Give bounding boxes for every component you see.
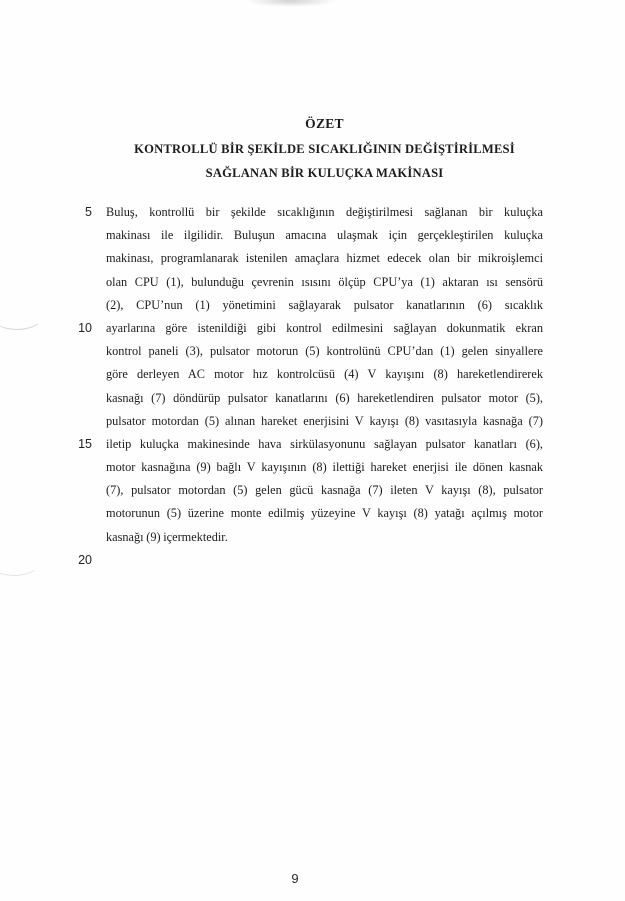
line-number: 10 [78, 320, 92, 335]
line-number [0, 479, 92, 502]
line-number [0, 502, 92, 525]
body-line-text: (2), CPU’nun (1) yönetimini sağlayarak pulsator kanatlarının (6) sıcaklık [106, 297, 543, 312]
body-line-text: pulsator motordan (5) alınan hareket enerjisini V kayışı (8) vasıtasıyla kasnağa (7) [106, 413, 543, 428]
body-line [0, 502, 543, 525]
body-line-text: olan CPU (1), bulunduğu çevrenin ısısını ölçüp CPU’ya (1) aktaran ısı sensörü [106, 274, 543, 289]
body-line [0, 410, 543, 433]
abstract-paragraph [0, 201, 543, 572]
line-number [0, 363, 92, 386]
body-line-text: makinası, programlanarak istenilen amaçlara hizmet edecek olan bir mikroişlemci [106, 251, 543, 266]
body-line [0, 479, 543, 502]
body-line [0, 526, 543, 549]
document-subtitle-line-2: SAĞLANAN BİR KULUÇKA MAKİNASI [205, 166, 444, 180]
body-line-text: Buluş, kontrollü bir şekilde sıcaklığının değiştirilmesi sağlanan bir kuluçka [106, 205, 543, 219]
document-subtitle-line-1: KONTROLLÜ BİR ŞEKİLDE SICAKLIĞININ DEĞİŞTİRİLMESİ [134, 141, 515, 156]
body-line [0, 294, 543, 317]
line-number [0, 410, 92, 433]
line-number [0, 294, 92, 317]
title-block [106, 112, 543, 186]
body-line-text [106, 549, 543, 572]
body-line-text: iletip kuluçka makinesinde hava sirkülasyonunu sağlayan pulsator kanatları (6), [106, 436, 543, 451]
line-number [0, 340, 92, 363]
body-line-text: (7), pulsator motordan (5) gelen gücü kasnağa (7) ileten V kayışı (8), pulsator [106, 483, 543, 498]
document-title: ÖZET [305, 116, 344, 131]
line-number [0, 271, 92, 294]
body-line [0, 317, 543, 340]
body-line-text: kasnağı (9) içermektedir. [106, 529, 228, 544]
body-line [0, 456, 543, 479]
body-line [0, 224, 543, 247]
body-line-text: kasnağı (7) döndürüp pulsator kanatlarını (6) hareketlendiren pulsator motor (5), [106, 390, 543, 405]
body-line-text: makinası ile ilgilidir. Buluşun amacına ulaşmak için gerçekleştirilen kuluçka [106, 228, 543, 243]
scan-artifact-top-smudge [246, 0, 336, 7]
line-number [0, 224, 92, 247]
line-number [0, 247, 92, 270]
body-line-text: ayarlarına göre istenildiği gibi kontrol edilmesini sağlayan dokunmatik ekran [106, 320, 543, 335]
body-line [0, 549, 543, 572]
body-line [0, 363, 543, 386]
body-line [0, 433, 543, 456]
line-number: 20 [78, 552, 92, 567]
line-number: 15 [78, 436, 92, 451]
body-line [0, 201, 543, 224]
line-number: 5 [85, 205, 92, 219]
body-line [0, 271, 543, 294]
line-number [0, 456, 92, 479]
body-line [0, 387, 543, 410]
page-number: 9 [291, 871, 299, 886]
body-line-text: göre derleyen AC motor hız kontrolcüsü (4) V kayışını (8) hareketlendirerek [106, 367, 543, 382]
line-number [0, 526, 92, 549]
body-line-text: motor kasnağına (9) bağlı V kayışının (8) ilettiği hareket enerjisi ile dönen kasnak [106, 460, 543, 475]
body-line-text: kontrol paneli (3), pulsator motorun (5) kontrolünü CPU’dan (1) gelen sinyallere [106, 344, 543, 359]
body-line-text: motorunun (5) üzerine monte edilmiş yüzeyine V kayışı (8) yatağı açılmış motor [106, 506, 543, 521]
body-line [0, 340, 543, 363]
line-number [0, 387, 92, 410]
body-line [0, 247, 543, 270]
